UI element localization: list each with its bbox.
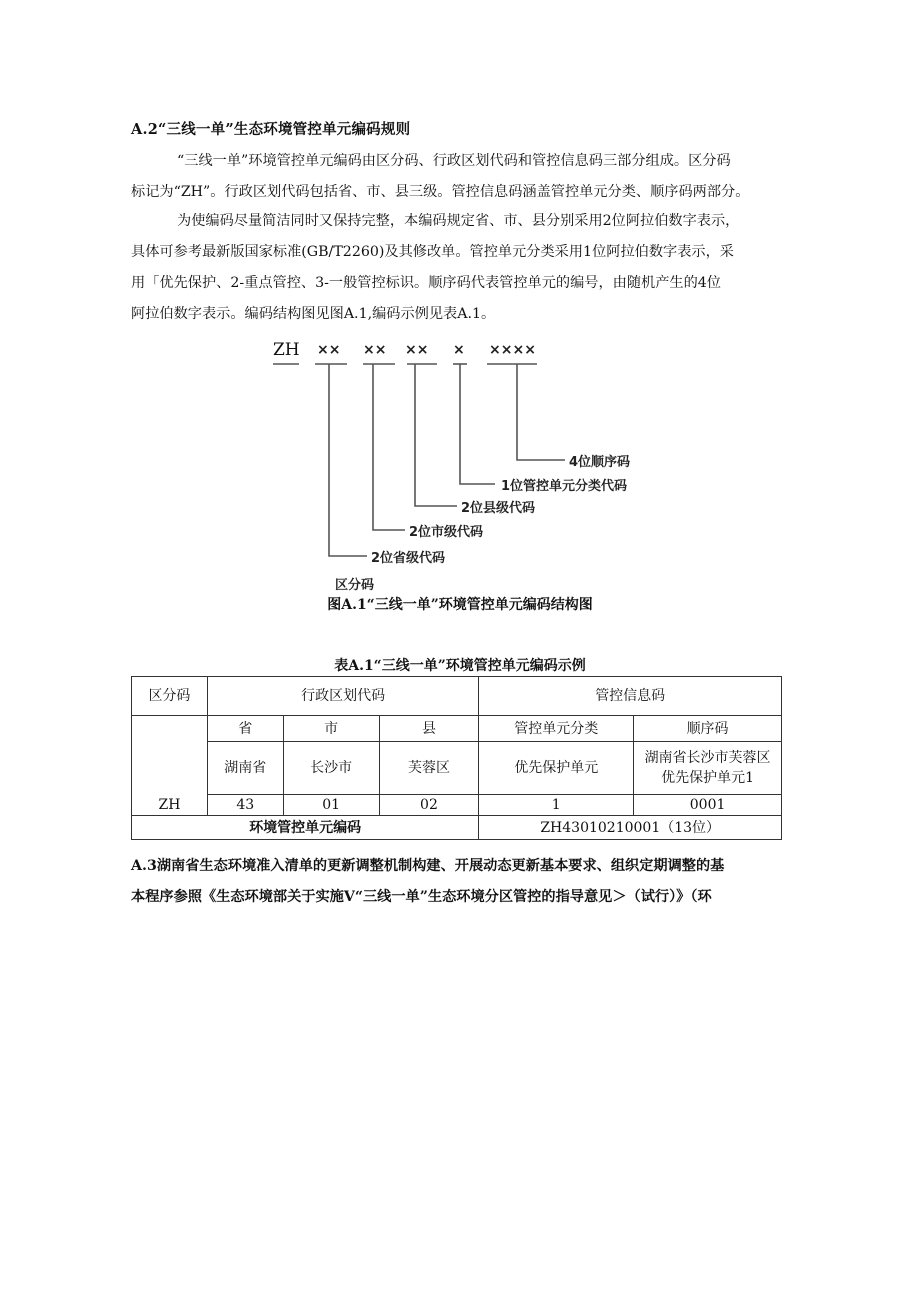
paragraph-coding-composition	[131, 146, 786, 208]
diagram-label-city: 2位市级代码	[409, 525, 484, 540]
table-row	[132, 716, 782, 742]
table-cell-name-city: 长沙市	[283, 742, 379, 795]
section-a3-text	[131, 851, 791, 913]
table-cell-unit-code-value: ZH43010210001（13位）	[479, 816, 782, 840]
table-subheader-county: 县	[379, 716, 479, 742]
diagram-prefix-zh: ZH	[273, 340, 300, 360]
paragraph-line: A.3湖南省生态环境准入清单的更新调整机制构建、开展动态更新基本要求、组织定期调整的基	[131, 858, 725, 874]
table-subheader-sequence: 顺序码	[634, 716, 782, 742]
table-subheader-category: 管控单元分类	[479, 716, 634, 742]
paragraph-line: 具体可参考最新版国家标准(GB/T2260)及其修改单。管控单元分类采用1位阿拉伯数字表示，采	[131, 244, 734, 260]
paragraph-line: 标记为“ZH”。行政区划代码包括省、市、县三级。管控信息码涵盖管控单元分类、顺序码两部分。	[131, 184, 750, 200]
table-cell-code-category: 1	[479, 795, 634, 816]
figure-caption: 图A.1“三线一单”环境管控单元编码结构图	[327, 597, 593, 613]
sequence-name-line-2: 优先保护单元1	[661, 770, 755, 786]
coding-example-table	[131, 676, 782, 840]
paragraph-line: 用「优先保护、2-重点管控、3-一般管控标识。顺序码代表管控单元的编号，由随机产生的4位	[131, 275, 721, 291]
table-header-admin: 行政区划代码	[207, 677, 479, 716]
table-header-zone: 区分码	[132, 677, 208, 716]
table-row	[132, 816, 782, 840]
paragraph-line: 本程序参照《生态环境部关于实施V“三线一单”生态环境分区管控的指导意见＞（试行）》（环	[131, 889, 712, 905]
table-row	[132, 742, 782, 795]
table-header-info: 管控信息码	[479, 677, 782, 716]
table-cell-name-sequence	[634, 742, 782, 795]
diagram-segment-province: ××	[317, 342, 341, 358]
sequence-name-line-1: 湖南省长沙市芙蓉区	[644, 750, 771, 766]
table-cell-code-city: 01	[283, 795, 379, 816]
table-row	[132, 795, 782, 816]
diagram-label-county: 2位县级代码	[461, 501, 536, 516]
table-cell-zone-value: ZH	[132, 716, 208, 816]
diagram-segment-city: ××	[363, 342, 387, 358]
table-cell-name-province: 湖南省	[207, 742, 283, 795]
diagram-label-zone-code: 区分码	[335, 578, 375, 593]
paragraph-line: 阿拉伯数字表示。编码结构图见图A.1,编码示例见表A.1。	[131, 306, 496, 322]
paragraph-line: “三线一单”环境管控单元编码由区分码、行政区划代码和管控信息码三部分组成。区分码	[177, 153, 731, 169]
table-cell-code-sequence: 0001	[634, 795, 782, 816]
coding-structure-diagram	[265, 336, 685, 598]
diagram-segment-sequence: ××××	[489, 342, 536, 358]
diagram-label-province: 2位省级代码	[371, 551, 446, 566]
table-caption: 表A.1“三线一单”环境管控单元编码示例	[334, 658, 586, 674]
section-heading-a2: A.2“三线一单”生态环境管控单元编码规则	[131, 121, 411, 138]
diagram-label-sequence: 4位顺序码	[569, 455, 631, 470]
diagram-segment-category: ×	[453, 342, 465, 358]
table-subheader-province: 省	[207, 716, 283, 742]
diagram-segment-county: ××	[405, 342, 429, 358]
diagram-label-category: 1位管控单元分类代码	[501, 479, 628, 494]
table-cell-code-province: 43	[207, 795, 283, 816]
paragraph-coding-rules	[131, 206, 786, 330]
table-cell-name-county: 芙蓉区	[379, 742, 479, 795]
paragraph-line: 为使编码尽量简洁同时又保持完整，本编码规定省、市、县分别采用2位阿拉伯数字表示，	[177, 213, 740, 229]
table-row	[132, 677, 782, 716]
table-cell-unit-code-label: 环境管控单元编码	[132, 816, 479, 840]
table-cell-code-county: 02	[379, 795, 479, 816]
table-subheader-city: 市	[283, 716, 379, 742]
table-cell-name-category: 优先保护单元	[479, 742, 634, 795]
